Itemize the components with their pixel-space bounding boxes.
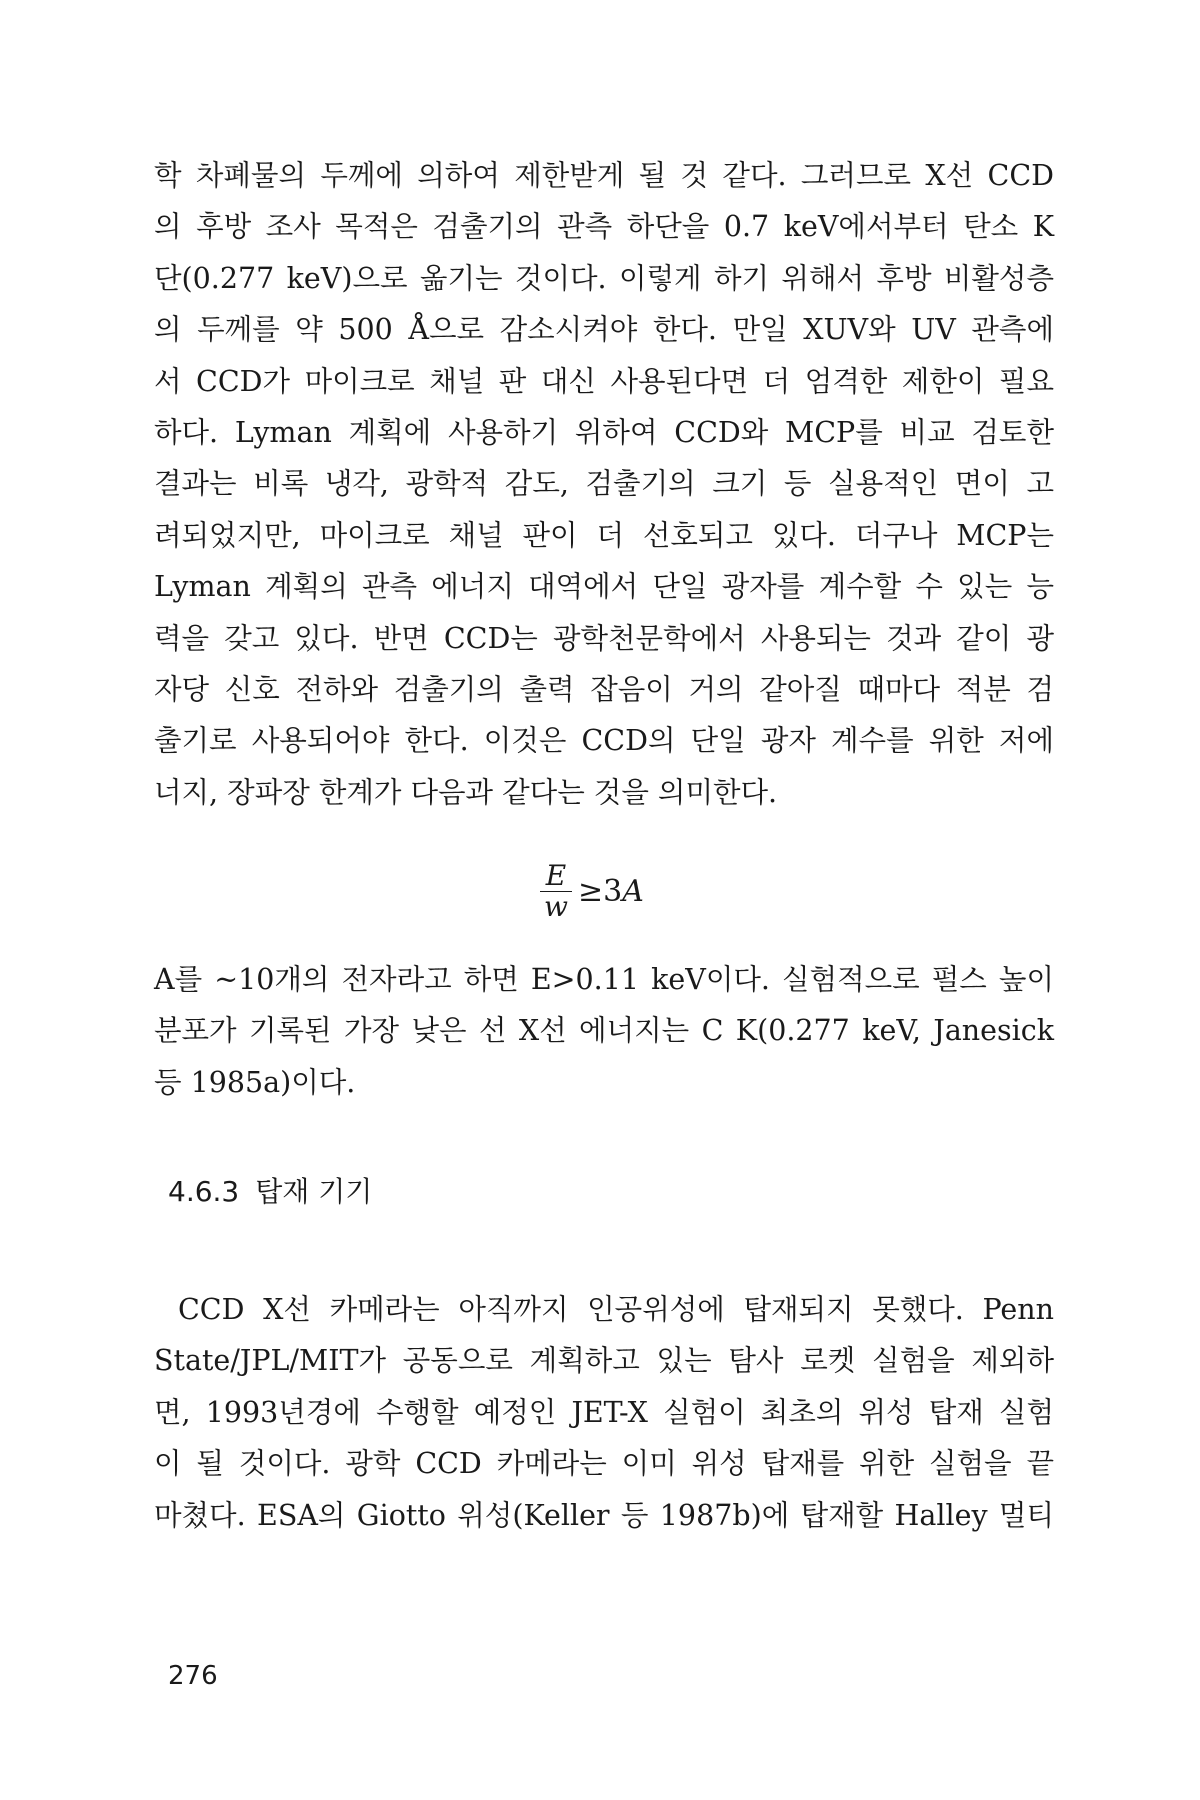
text-line: 등 1985a)이다. [154, 1065, 356, 1099]
equation-rhs-variable: A [622, 873, 644, 909]
text-line: 이 될 것이다. 광학 CCD 카메라는 이미 위성 탑재를 위한 실험을 끝 [154, 1447, 1054, 1481]
text-line: 면, 1993년경에 수행할 예정인 JET-X 실험이 최초의 위성 탑재 실험 [154, 1395, 1054, 1429]
text-line: 단(0.277 keV)으로 옮기는 것이다. 이렇게 하기 위해서 후방 비활성층 [154, 261, 1054, 295]
text-line: 너지, 장파장 한계가 다음과 같다는 것을 의미한다. [154, 775, 778, 809]
section-title: 탑재 기기 [255, 1175, 373, 1208]
text-line: 출기로 사용되어야 한다. 이것은 CCD의 단일 광자 계수를 위한 저에 [154, 724, 1054, 758]
fraction-denominator: w [544, 889, 568, 923]
text-line: 마쳤다. ESA의 Giotto 위성(Keller 등 1987b)에 탑재할 Halley 멀티 [154, 1498, 1054, 1532]
text-line: 하다. Lyman 계획에 사용하기 위하여 CCD와 MCP를 비교 검토한 [154, 415, 1054, 449]
text-line: 려되었지만, 마이크로 채널 판이 더 선호되고 있다. 더구나 MCP는 [154, 518, 1054, 552]
page-number: 276 [168, 1661, 218, 1691]
paragraph-ccd-backside [154, 150, 1054, 818]
fraction-numerator: E [545, 858, 567, 892]
relation: ≥3 [577, 873, 623, 909]
text-line: 자당 신호 전하와 검출기의 출력 잡음이 거의 같아질 때마다 적분 검 [154, 672, 1054, 706]
paragraph-onboard-instruments [154, 1284, 1054, 1541]
text-line: 분포가 기록된 가장 낮은 선 X선 에너지는 C K(0.277 keV, Janesick [154, 1014, 1054, 1048]
fraction [540, 858, 572, 923]
text-line: A를 ~10개의 전자라고 하면 E>0.11 keV이다. 실험적으로 펄스 높이 [154, 963, 1054, 996]
text-line: 결과는 비록 냉각, 광학적 감도, 검출기의 크기 등 실용적인 면이 고 [154, 467, 1054, 501]
section-number: 4.6.3 [168, 1175, 240, 1208]
text-line: Lyman 계획의 관측 에너지 대역에서 단일 광자를 계수할 수 있는 능 [154, 570, 1054, 604]
equation-energy-threshold [540, 856, 644, 926]
section-heading [168, 1172, 372, 1212]
text-line: 의 후방 조사 목적은 검출기의 관측 하단을 0.7 keV에서부터 탄소 K [154, 210, 1054, 244]
text-line: 서 CCD가 마이크로 채널 판 대신 사용된다면 더 엄격한 제한이 필요 [154, 364, 1054, 398]
paragraph-pulse-height [154, 954, 1054, 1108]
text-line: 학 차폐물의 두께에 의하여 제한받게 될 것 같다. 그러므로 X선 CCD [154, 159, 1054, 192]
text-line: State/JPL/MIT가 공동으로 계획하고 있는 탐사 로켓 실험을 제외하 [154, 1344, 1054, 1378]
text-line: 의 두께를 약 500 Å으로 감소시켜야 한다. 만일 XUV와 UV 관측에 [154, 313, 1054, 347]
text-line: CCD X선 카메라는 아직까지 인공위성에 탑재되지 못했다. Penn [178, 1293, 1054, 1326]
text-line: 력을 갖고 있다. 반면 CCD는 광학천문학에서 사용되는 것과 같이 광 [154, 621, 1054, 655]
